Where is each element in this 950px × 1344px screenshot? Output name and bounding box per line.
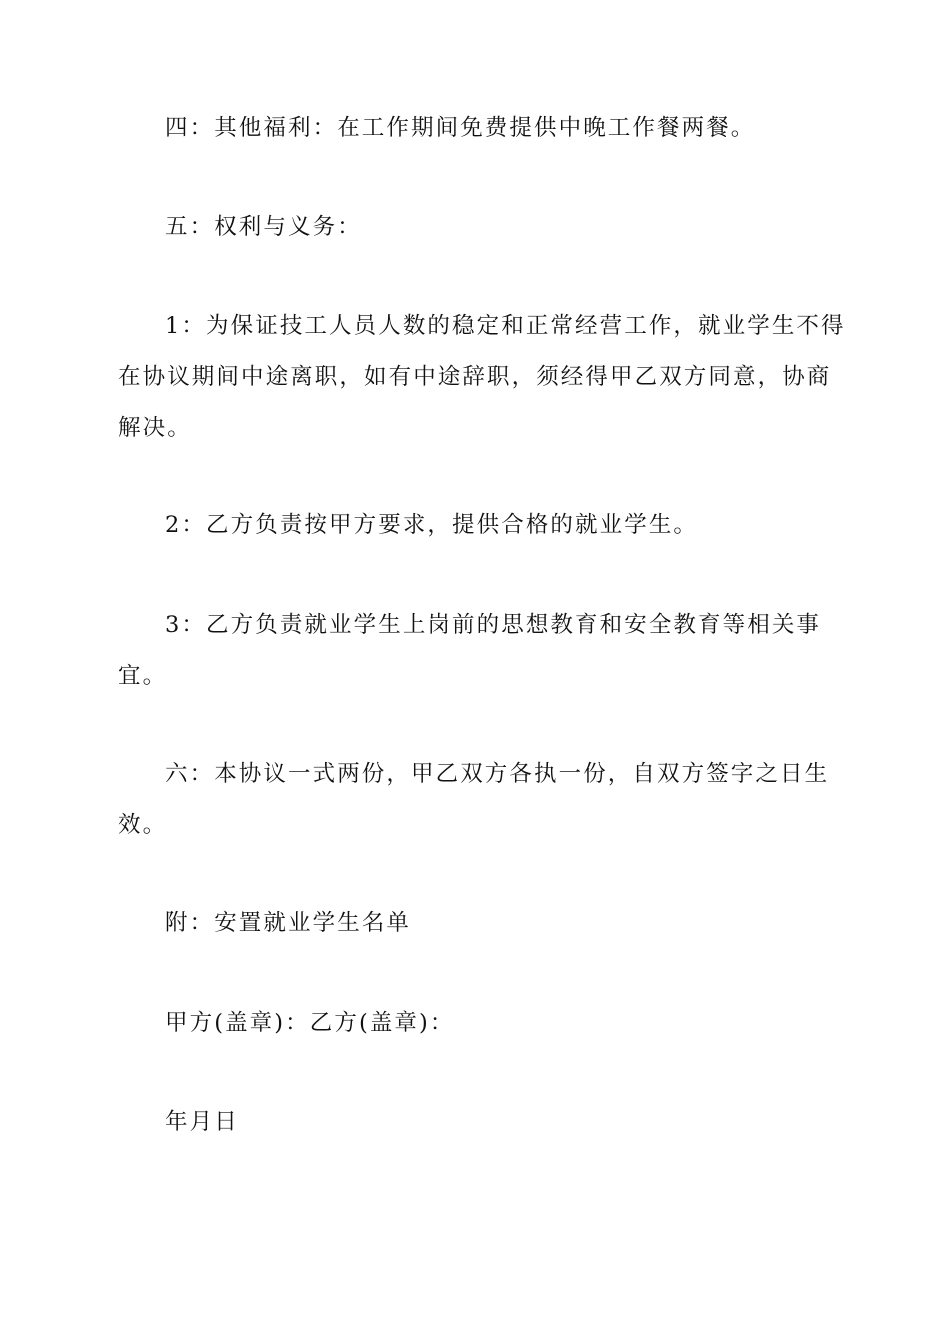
clause-item-2: 2：乙方负责按甲方要求，提供合格的就业学生。: [165, 512, 699, 538]
signature-line: 甲方(盖章)：乙方(盖章)：: [165, 1010, 455, 1036]
clause-rights-obligations-heading: 五：权利与义务：: [165, 214, 362, 240]
clause-item-1: 1：为保证技工人员人数的稳定和正常经营工作，就业学生不得在协议期间中途离职，如有中途辞职，须经得甲乙双方同意，协商解决。: [118, 313, 846, 441]
attachment-note: 附：安置就业学生名单: [165, 910, 412, 936]
clause-copies-effective: 六：本协议一式两份，甲乙双方各执一份，自双方签字之日生效。: [118, 761, 830, 838]
clause-item-3: 3：乙方负责就业学生上岗前的思想教育和安全教育等相关事宜。: [118, 612, 822, 689]
date-line: 年月日: [165, 1109, 239, 1135]
clause-other-benefits: 四：其他福利：在工作期间免费提供中晚工作餐两餐。: [165, 115, 756, 141]
